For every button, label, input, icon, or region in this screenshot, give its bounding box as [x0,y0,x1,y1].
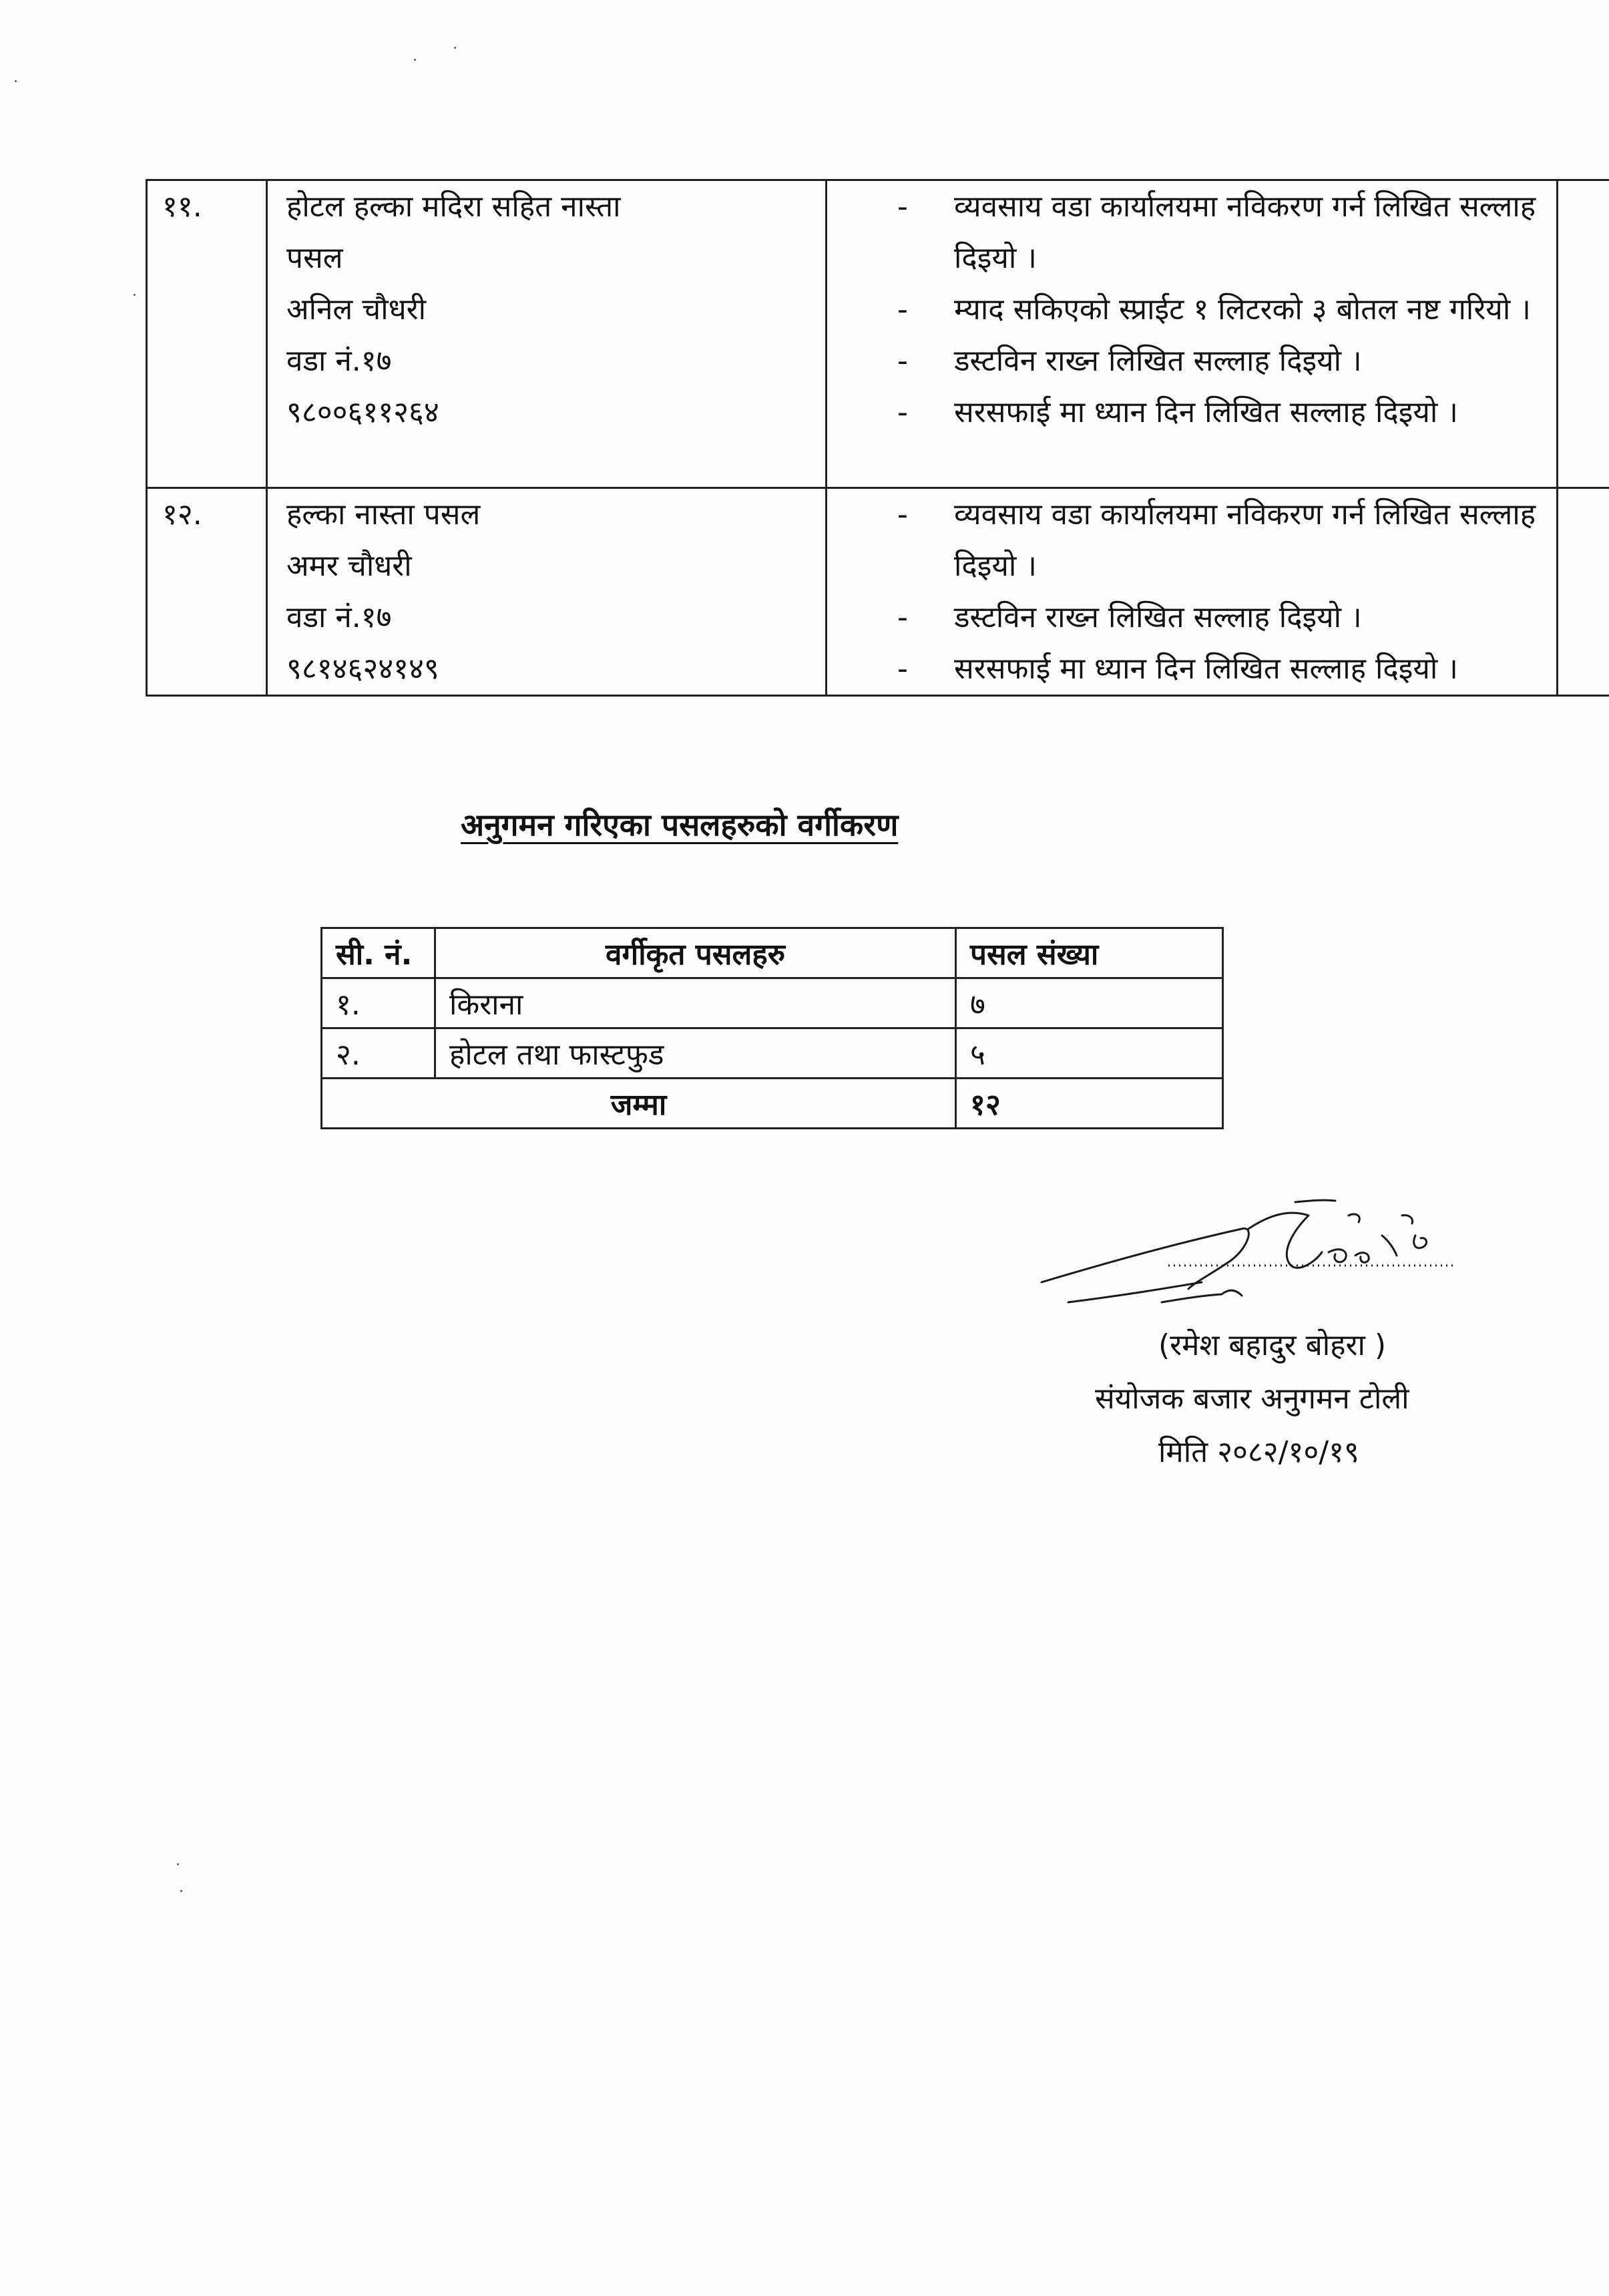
signature-date: मिति २०८२/१०/१९ [1158,1435,1359,1469]
header-category: वर्गीकृत पसलहरु [435,928,956,978]
inspection-table [146,179,1609,697]
shop-cell [267,488,827,696]
shop-cell [267,180,827,488]
action-text: व्यवसाय वडा कार्यालयमा नविकरण गर्न लिखित सल्लाह दिइयो । [954,498,1536,583]
table-row [322,978,1223,1028]
list-item: - सरसफाई मा ध्यान दिन लिखित सल्लाह दिइयो । [897,652,1458,686]
actions-cell [827,488,1558,696]
row-count: ५ [956,1028,1223,1079]
row-category: होटल तथा फास्टफुड [435,1028,956,1079]
list-item: - व्यवसाय वडा कार्यालयमा नविकरण गर्न लिखित सल्लाह दिइयो । [897,190,1536,275]
row-serial: १. [322,978,435,1028]
serial-cell [147,180,267,488]
total-row [322,1079,1223,1129]
owner-name: अनिल चौधरी [286,293,427,327]
list-item: - डस्टविन राख्न लिखित सल्लाह दिइयो । [897,344,1362,378]
actions-cell [827,180,1558,488]
owner-name: अमर चौधरी [286,549,412,583]
total-value: १२ [956,1079,1223,1129]
classification-title: अनुगमन गरिएका पसलहरुको वर्गीकरण [461,807,899,843]
serial-number: १२. [162,498,202,532]
action-text: सरसफाई मा ध्यान दिन लिखित सल्लाह दिइयो । [954,395,1458,429]
table-header-row [322,928,1223,978]
serial-cell [147,488,267,696]
action-text: डस्टविन राख्न लिखित सल्लाह दिइयो । [954,600,1362,634]
row-category: किराना [435,978,956,1028]
ward-number: वडा नं.१७ [286,344,392,378]
action-text: सरसफाई मा ध्यान दिन लिखित सल्लाह दिइयो । [954,652,1458,686]
row-serial: २. [322,1028,435,1079]
header-serial: सी. नं. [322,928,435,978]
header-count: पसल संख्या [956,928,1223,978]
shop-type-cont: पसल [286,241,343,275]
shop-type: हल्का नास्ता पसल [286,498,481,532]
list-item: - डस्टविन राख्न लिखित सल्लाह दिइयो । [897,600,1362,634]
action-list [841,489,1556,695]
scan-speck [134,294,136,296]
list-item: - सरसफाई मा ध्यान दिन लिखित सल्लाह दिइयो । [897,395,1458,429]
remarks-cell [1558,180,1609,488]
table-row [147,488,1609,696]
action-text: डस्टविन राख्न लिखित सल्लाह दिइयो । [954,344,1362,378]
table-row [147,180,1609,488]
handwritten-signature [1028,1189,1482,1322]
list-item: - व्यवसाय वडा कार्यालयमा नविकरण गर्न लिखित सल्लाह दिइयो । [897,498,1536,583]
signatory-title: संयोजक बजार अनुगमन टोली [1095,1382,1409,1416]
list-item: - म्याद सकिएको स्प्राईट १ लिटरको ३ बोतल नष्ट गरियो । [897,293,1531,327]
ward-number: वडा नं.१७ [286,600,392,634]
shop-type: होटल हल्का मदिरा सहित नास्ता [286,190,621,224]
action-text: म्याद सकिएको स्प्राईट १ लिटरको ३ बोतल नष्ट गरियो । [954,293,1531,327]
total-label: जम्मा [322,1079,956,1129]
signatory-name: (रमेश बहादुर बोहरा ) [1158,1328,1387,1362]
scan-speck [180,1890,182,1892]
table-row [322,1028,1223,1079]
signatory-block [1095,1319,1562,1479]
phone-number: ९८१४६२४१४९ [286,652,439,686]
serial-number: ११. [162,190,202,224]
scan-speck [454,47,456,49]
scan-speck [414,59,416,61]
scan-speck [15,80,17,82]
row-count: ७ [956,978,1223,1028]
action-list [841,181,1556,438]
phone-number: ९८००६११२६४ [286,395,439,429]
classification-table [320,927,1224,1129]
remarks-cell [1558,488,1609,696]
action-text: व्यवसाय वडा कार्यालयमा नविकरण गर्न लिखित सल्लाह दिइयो । [954,190,1536,275]
scan-speck [177,1863,179,1865]
